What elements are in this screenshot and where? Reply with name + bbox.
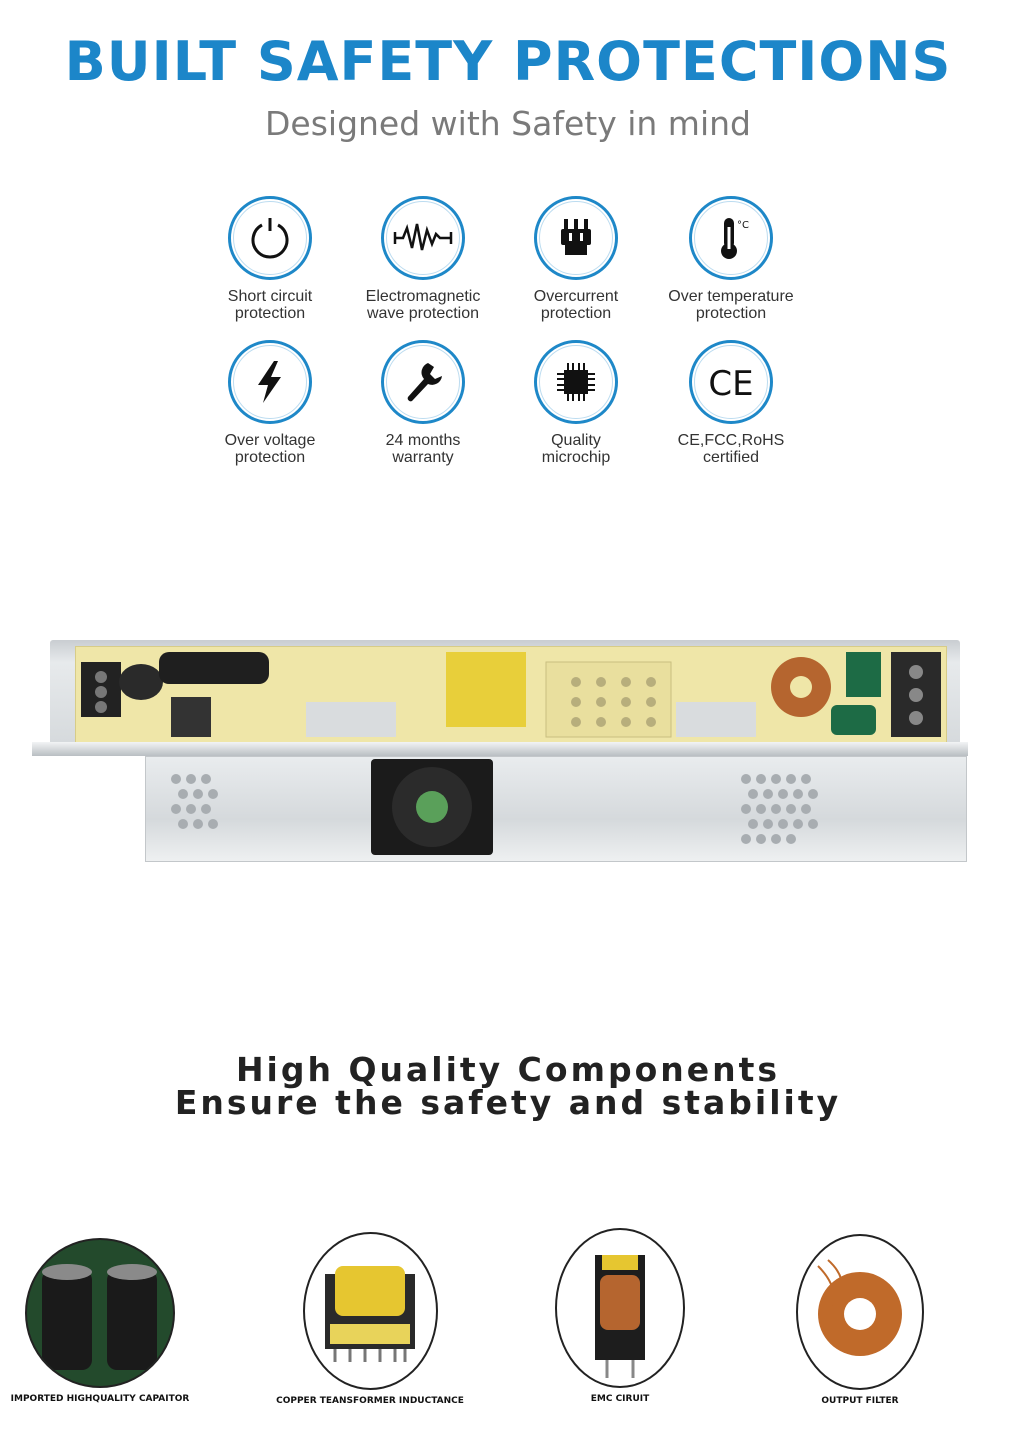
- output-filter-image: [796, 1234, 924, 1390]
- wave-icon: [393, 218, 453, 258]
- feature-label: Overcurrent protection: [533, 288, 619, 322]
- component-output-filter: [785, 1234, 935, 1406]
- capacitor-image: [25, 1238, 175, 1388]
- page-title: BUILT SAFETY PROTECTIONS: [64, 30, 952, 93]
- plug-icon: [551, 213, 601, 263]
- component-label: EMC CIRUIT: [590, 1394, 650, 1404]
- feature-overcurrent: [491, 196, 661, 322]
- feature-label: Short circuit protection: [227, 288, 313, 322]
- wrench-icon: [398, 357, 448, 407]
- power-icon: [245, 213, 295, 263]
- page-subtitle: Designed with Safety in mind: [265, 104, 751, 143]
- feature-electromagnetic: [338, 196, 508, 322]
- microchip-icon: [551, 357, 601, 407]
- svg-text:CE: CE: [708, 364, 754, 404]
- ce-icon: [703, 357, 759, 407]
- feature-label: Quality microchip: [541, 432, 611, 466]
- aluminum-cover: [145, 756, 967, 862]
- feature-certified: [646, 340, 816, 466]
- feature-warranty: [338, 340, 508, 466]
- feature-label: CE,FCC,RoHS certified: [677, 432, 785, 466]
- component-capacitor: [10, 1238, 190, 1404]
- component-emc: [545, 1228, 695, 1404]
- component-label: OUTPUT FILTER: [821, 1396, 899, 1406]
- feature-label: Over temperature protection: [668, 288, 794, 322]
- component-label: IMPORTED HIGHQUALITY CAPAITOR: [10, 1394, 190, 1404]
- feature-label: 24 months warranty: [385, 432, 461, 466]
- feature-over-temperature: [646, 196, 816, 322]
- circuit-board: [75, 646, 947, 748]
- component-label: COPPER TEANSFORMER INDUCTANCE: [276, 1396, 464, 1406]
- headline-line2: Ensure the safety and stability: [174, 1083, 842, 1122]
- thermometer-icon: [706, 213, 756, 263]
- headline-line1: High Quality Components: [235, 1050, 781, 1089]
- feature-label: Over voltage protection: [224, 432, 316, 466]
- feature-label: Electromagnetic wave protection: [365, 288, 481, 322]
- feature-short-circuit: [185, 196, 355, 322]
- power-supply-photo: [30, 630, 970, 870]
- feature-over-voltage: [185, 340, 355, 466]
- lightning-icon: [245, 357, 295, 407]
- emc-image: [555, 1228, 685, 1388]
- feature-microchip: [491, 340, 661, 466]
- transformer-image: [303, 1232, 438, 1390]
- component-transformer: [275, 1232, 465, 1406]
- svg-text:°C: °C: [737, 220, 749, 231]
